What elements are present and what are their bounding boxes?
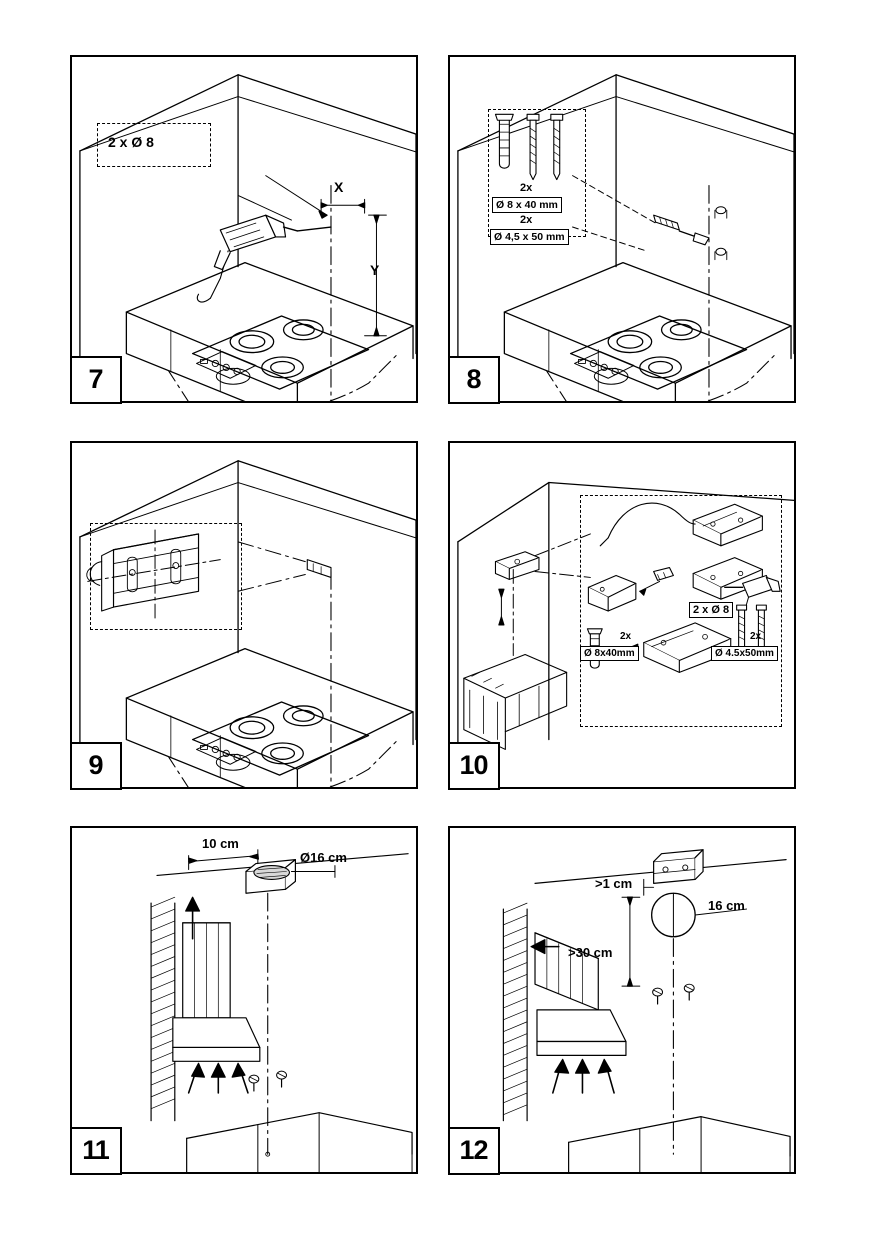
dimension-y-label: Y [370, 262, 380, 278]
drill-diameter-label: 2 x Ø 8 [108, 134, 154, 150]
screw-quantity-label: 2x [520, 214, 533, 226]
min-clearance-vertical-label: >30 cm [568, 945, 613, 960]
panel-7-illustration [72, 57, 416, 401]
step-number-8: 8 [448, 356, 500, 404]
bracket-detail-dashed-box [90, 523, 242, 630]
min-clearance-top-label: >1 cm [595, 876, 633, 891]
screw-size-label: Ø 4,5 x 50 mm [490, 229, 569, 245]
plug-quantity-label: 2x [520, 182, 533, 194]
plug-size-label: Ø 8 x 40 mm [492, 197, 562, 213]
dimension-x-label: X [334, 179, 344, 195]
fixings-kit-dashed-box [488, 109, 586, 237]
panel-step-10 [448, 441, 796, 789]
panel-step-7 [70, 55, 418, 403]
detail-region-dashed-box [580, 495, 782, 727]
step-number-12: 12 [448, 1127, 500, 1175]
panel-step-9 [70, 441, 418, 789]
panel-step-12 [448, 826, 796, 1174]
panel-step-8 [448, 55, 796, 403]
distance-label-10cm: 10 cm [202, 836, 239, 851]
plug-size-label-10: Ø 8x40mm [580, 646, 639, 661]
duct-diameter-label-16cm: Ø16 cm [300, 850, 347, 865]
step-number-7: 7 [70, 356, 122, 404]
plug-quantity-label-10: 2x [620, 631, 632, 642]
step-number-11: 11 [70, 1127, 122, 1175]
panel-step-11 [70, 826, 418, 1174]
screw-quantity-label-10: 2x [750, 631, 762, 642]
panel-11-illustration [72, 828, 416, 1172]
screw-size-label-10: Ø 4.5x50mm [711, 646, 778, 661]
step-number-9: 9 [70, 742, 122, 790]
step-number-10: 10 [448, 742, 500, 790]
drill-diameter-label-10: 2 x Ø 8 [689, 602, 733, 618]
duct-diameter-label-12: 16 cm [708, 898, 745, 913]
